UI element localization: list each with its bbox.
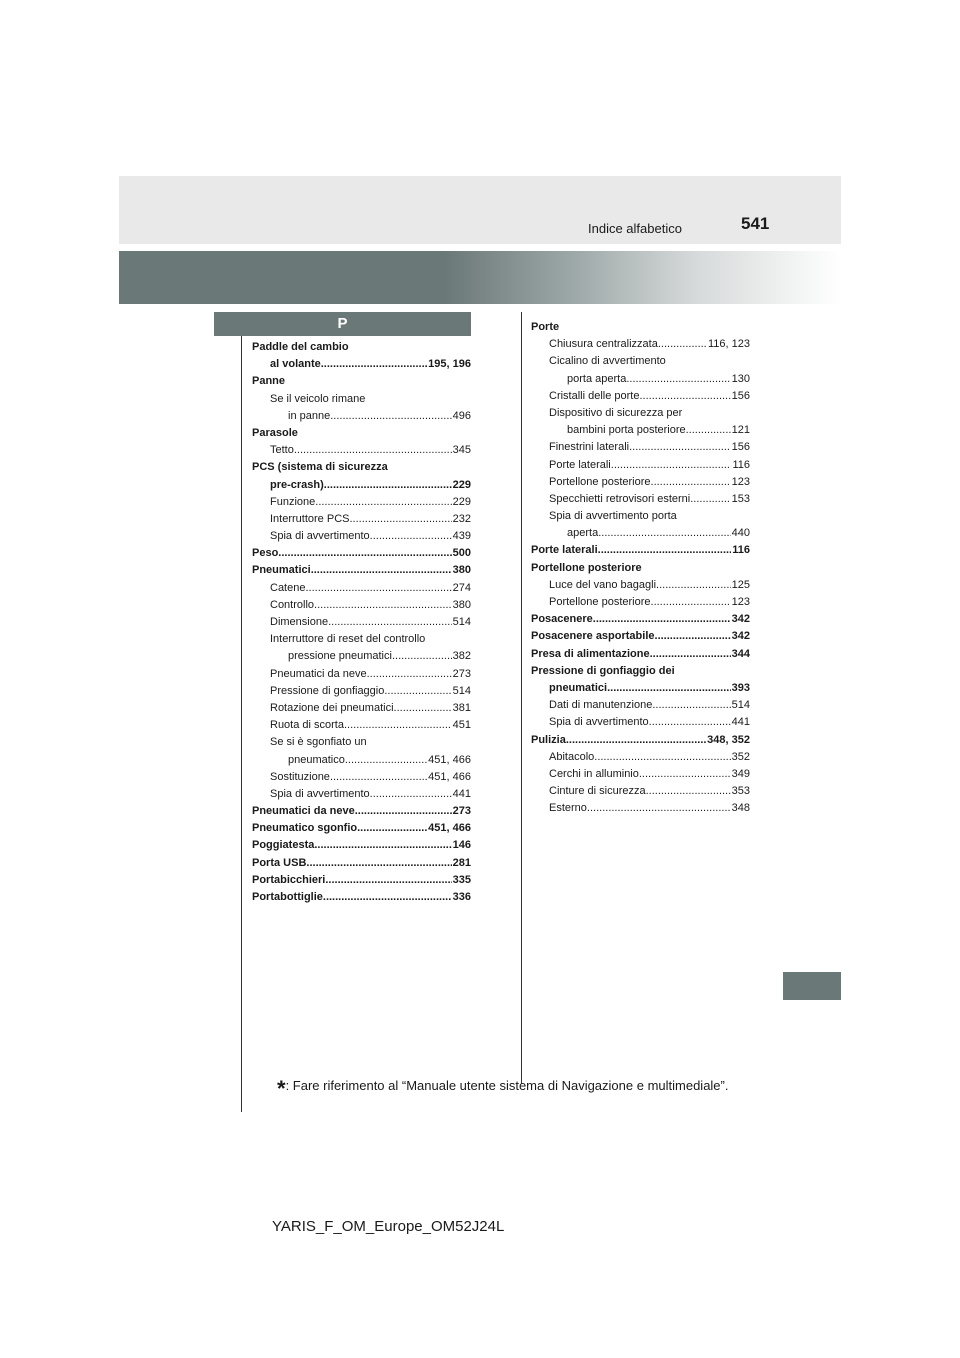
index-entry-page: 116, 123 xyxy=(707,338,750,351)
index-entry-page: 380 xyxy=(452,564,471,577)
index-entry-page: 342 xyxy=(731,613,750,626)
dot-leader xyxy=(598,542,732,559)
dot-leader xyxy=(357,820,427,837)
index-entry-page: 335 xyxy=(452,873,471,886)
header-bar xyxy=(119,176,841,244)
index-entry-page: 500 xyxy=(452,547,471,560)
index-entry-term: Portellone posteriore xyxy=(531,561,642,574)
index-entry xyxy=(531,611,750,628)
index-entry-page: 342 xyxy=(731,630,750,643)
index-entry-page: 441 xyxy=(452,787,471,800)
index-entry xyxy=(531,388,750,405)
dot-leader xyxy=(370,786,452,803)
footnote xyxy=(277,1076,728,1102)
dot-leader xyxy=(278,545,451,562)
index-entry xyxy=(252,820,471,837)
index-entry-term: pre-crash) xyxy=(270,478,324,491)
index-entry-page: 496 xyxy=(452,409,471,422)
dot-leader xyxy=(566,732,706,749)
dot-leader xyxy=(294,442,452,459)
index-entry-page: 281 xyxy=(452,856,471,869)
index-entry-term: Cinture di sicurezza xyxy=(549,785,646,798)
index-entry-term: Pulizia xyxy=(531,733,566,746)
dot-leader xyxy=(324,477,452,494)
dot-leader xyxy=(323,889,452,906)
dot-leader xyxy=(344,717,452,734)
dot-leader xyxy=(314,837,451,854)
index-entry xyxy=(531,319,750,336)
index-entry xyxy=(531,766,750,783)
index-entry xyxy=(252,752,471,769)
index-entry-page: 274 xyxy=(452,581,471,594)
index-entry-page: 345 xyxy=(452,444,471,457)
index-entry-term: Cristalli delle porte xyxy=(549,389,640,402)
index-entry xyxy=(252,597,471,614)
index-entry-page: 381 xyxy=(452,701,471,714)
index-entry-term: Dati di manutenzione xyxy=(549,699,653,712)
dot-leader xyxy=(305,580,451,597)
index-entry-page: 440 xyxy=(731,527,750,540)
index-entry-page: 380 xyxy=(452,598,471,611)
dot-leader xyxy=(349,511,451,528)
footnote-star: * xyxy=(277,1076,286,1101)
index-entry xyxy=(252,614,471,631)
dot-leader xyxy=(629,439,731,456)
index-entry-page: 514 xyxy=(731,699,750,712)
index-entry-term: Esterno xyxy=(549,802,587,815)
index-entry-page: 349 xyxy=(731,767,750,780)
index-entry-term: Dimensione xyxy=(270,616,329,628)
index-entry-term: Dispositivo di sicurezza per xyxy=(549,406,683,419)
index-entry-term: Catene xyxy=(270,581,306,594)
index-entry-term: PCS (sistema di sicurezza xyxy=(252,461,388,474)
index-entry-term: Chiusura centralizzata xyxy=(549,338,658,351)
index-entry-page: 232 xyxy=(452,512,471,525)
index-entry-page: 153 xyxy=(731,492,750,505)
index-entry xyxy=(531,594,750,611)
index-entry xyxy=(252,717,471,734)
index-entry-page: 393 xyxy=(731,681,750,694)
index-entry-term: Luce del vano bagagli xyxy=(549,578,657,591)
index-entry-term: pneumatici xyxy=(549,681,608,694)
dot-leader xyxy=(345,752,427,769)
index-entry xyxy=(252,339,471,356)
index-entry xyxy=(252,803,471,820)
index-entry-page: 451, 466 xyxy=(428,753,471,766)
index-entry-term: Interruttore di reset del controllo xyxy=(270,633,426,646)
index-entry-term: Porta USB xyxy=(252,856,307,869)
index-entry-page: 125 xyxy=(731,578,750,591)
index-entry xyxy=(531,732,750,749)
index-entry-term: Interruttore PCS xyxy=(270,512,350,525)
index-entry xyxy=(531,439,750,456)
index-entry-term: Spia di avvertimento porta xyxy=(549,510,677,523)
index-entry xyxy=(531,405,750,422)
index-entry-page: 146 xyxy=(452,839,471,852)
index-entry xyxy=(531,457,750,474)
index-entry-term: Parasole xyxy=(252,426,298,439)
dot-leader xyxy=(392,648,452,665)
dot-leader xyxy=(690,491,730,508)
index-entry-term: pressione pneumatici xyxy=(288,650,392,663)
index-entry-page: 451 xyxy=(452,719,471,732)
index-entry xyxy=(252,477,471,494)
index-entry xyxy=(531,697,750,714)
index-entry-page: 123 xyxy=(731,596,750,608)
index-entry-term: Se il veicolo rimane xyxy=(270,392,366,405)
chapter-thumb-tab xyxy=(783,972,841,1000)
index-entry xyxy=(252,734,471,751)
dot-leader xyxy=(330,769,427,786)
index-entry-term: Abitacolo xyxy=(549,750,595,763)
index-entry-page: 382 xyxy=(452,650,471,663)
index-entry-term: Cicalino di avvertimento xyxy=(549,355,666,368)
index-entry xyxy=(252,872,471,889)
dot-leader xyxy=(646,783,731,800)
index-entry xyxy=(531,680,750,697)
index-entry xyxy=(252,494,471,511)
index-entry-page: 344 xyxy=(731,647,750,660)
index-entry xyxy=(531,353,750,370)
index-column-right xyxy=(531,319,750,817)
index-entry-page: 229 xyxy=(452,495,471,508)
index-entry-page: 514 xyxy=(452,616,471,628)
index-entry-term: Sostituzione xyxy=(270,770,330,783)
index-entry-term: Spia di avvertimento xyxy=(270,530,370,543)
index-entry-term: pneumatico xyxy=(288,753,345,766)
dot-leader xyxy=(658,336,707,353)
index-entry-page: 441 xyxy=(731,716,750,729)
index-entry-page: 156 xyxy=(731,389,750,402)
index-entry xyxy=(252,425,471,442)
dot-leader xyxy=(325,872,451,889)
index-entry-page: 116 xyxy=(732,458,750,471)
index-entry xyxy=(252,562,471,579)
index-entry-page: 156 xyxy=(731,441,750,454)
dot-leader xyxy=(655,628,731,645)
dot-leader xyxy=(626,371,730,388)
index-column-left xyxy=(252,339,471,906)
dot-leader xyxy=(311,562,452,579)
dot-leader xyxy=(651,474,731,491)
index-entry-term: Pneumatici da neve xyxy=(270,667,367,680)
index-entry xyxy=(252,648,471,665)
index-entry-term: porta aperta xyxy=(567,372,627,385)
index-entry-page: 336 xyxy=(452,891,471,903)
index-letter-heading: P xyxy=(214,312,471,336)
index-entry-term: Pneumatici xyxy=(252,564,311,577)
index-entry xyxy=(531,628,750,645)
dot-leader xyxy=(315,494,451,511)
index-entry-page: 514 xyxy=(452,684,471,697)
dot-leader xyxy=(651,594,731,611)
index-entry xyxy=(531,491,750,508)
index-entry-page: 352 xyxy=(731,750,750,763)
index-entry-page: 353 xyxy=(731,785,750,798)
index-entry xyxy=(531,422,750,439)
index-entry xyxy=(531,749,750,766)
index-entry xyxy=(252,837,471,854)
index-entry-term: Spia di avvertimento xyxy=(549,716,649,729)
index-entry xyxy=(531,714,750,731)
index-entry xyxy=(252,855,471,872)
index-entry-page: 130 xyxy=(731,372,750,385)
index-entry-term: Porte laterali xyxy=(549,458,611,471)
index-entry xyxy=(252,528,471,545)
index-entry xyxy=(531,474,750,491)
dot-leader xyxy=(686,422,731,439)
document-id: YARIS_F_OM_Europe_OM52J24L xyxy=(272,1218,505,1235)
index-entry-term: Portabottiglie xyxy=(252,891,323,903)
index-entry xyxy=(252,631,471,648)
index-entry xyxy=(252,889,471,906)
dot-leader xyxy=(649,714,731,731)
decorative-gradient-band xyxy=(119,251,841,304)
left-column-rule xyxy=(241,336,242,1112)
index-entry xyxy=(252,545,471,562)
index-entry xyxy=(252,442,471,459)
index-entry xyxy=(531,663,750,680)
index-entry xyxy=(252,356,471,373)
index-entry-term: in panne xyxy=(288,409,331,422)
dot-leader xyxy=(598,525,730,542)
index-entry-term: Pneumatici da neve xyxy=(252,805,355,818)
index-entry-term: Pneumatico sgonfio xyxy=(252,822,358,835)
index-entry-term: bambini porta posteriore xyxy=(567,424,686,437)
dot-leader xyxy=(394,700,452,717)
index-entry-term: Panne xyxy=(252,375,286,388)
index-entry-term: Cerchi in alluminio xyxy=(549,767,639,780)
index-entry xyxy=(531,371,750,388)
index-entry-term: Pressione di gonfiaggio xyxy=(270,684,385,697)
column-divider xyxy=(521,312,522,1084)
dot-leader xyxy=(384,683,451,700)
index-entry xyxy=(531,783,750,800)
index-entry xyxy=(531,336,750,353)
index-entry xyxy=(531,800,750,817)
index-entry xyxy=(252,511,471,528)
footnote-text: : Fare riferimento al “Manuale utente sistema di Navigazione e multimediale”. xyxy=(285,1078,729,1093)
index-entry-term: Rotazione dei pneumatici xyxy=(270,701,394,714)
dot-leader xyxy=(587,800,731,817)
dot-leader xyxy=(652,697,730,714)
index-entry-page: 273 xyxy=(452,805,471,818)
dot-leader xyxy=(639,388,730,405)
index-entry xyxy=(252,580,471,597)
section-title: Indice alfabetico xyxy=(588,221,682,236)
index-entry-term: Paddle del cambio xyxy=(252,341,349,353)
index-entry-page: 348 xyxy=(731,802,750,815)
dot-leader xyxy=(607,680,731,697)
index-entry xyxy=(531,525,750,542)
dot-leader xyxy=(370,528,452,545)
index-entry-page: 273 xyxy=(452,667,471,680)
index-entry xyxy=(252,666,471,683)
index-entry-term: Portellone posteriore xyxy=(549,475,651,488)
index-entry-page: 348, 352 xyxy=(707,733,750,746)
index-entry-term: Specchietti retrovisori esterni xyxy=(549,492,691,505)
index-entry-term: Pressione di gonfiaggio dei xyxy=(531,664,675,677)
index-entry xyxy=(252,769,471,786)
dot-leader xyxy=(355,803,452,820)
dot-leader xyxy=(656,577,731,594)
dot-leader xyxy=(314,597,452,614)
index-entry-term: Presa di alimentazione xyxy=(531,647,650,660)
index-entry xyxy=(531,646,750,663)
index-entry-term: Portabicchieri xyxy=(252,873,326,886)
dot-leader xyxy=(611,457,732,474)
index-entry-term: Funzione xyxy=(270,495,316,508)
index-entry xyxy=(531,577,750,594)
index-entry-term: al volante xyxy=(270,358,321,371)
dot-leader xyxy=(330,408,451,425)
index-entry xyxy=(252,408,471,425)
dot-leader xyxy=(328,614,452,631)
index-entry xyxy=(252,391,471,408)
index-entry-term: Se si è sgonfiato un xyxy=(270,736,367,749)
index-entry-term: Porte laterali xyxy=(531,544,598,557)
dot-leader xyxy=(639,766,731,783)
dot-leader xyxy=(367,666,452,683)
index-entry-page: 123 xyxy=(731,475,750,488)
index-entry xyxy=(531,508,750,525)
index-entry-term: Portellone posteriore xyxy=(549,596,651,608)
index-entry-term: Tetto xyxy=(270,444,294,457)
index-entry-term: Finestrini laterali xyxy=(549,441,630,454)
index-entry-term: aperta xyxy=(567,527,599,540)
index-entry-term: Poggiatesta xyxy=(252,839,315,852)
index-entry-term: Posacenere asportabile xyxy=(531,630,655,643)
page-number: 541 xyxy=(741,214,770,233)
dot-leader xyxy=(650,646,731,663)
dot-leader xyxy=(321,356,427,373)
index-entry xyxy=(252,459,471,476)
dot-leader xyxy=(593,611,731,628)
index-entry-page: 229 xyxy=(452,478,471,491)
index-entry-term: Porte xyxy=(531,321,560,333)
index-entry xyxy=(252,373,471,390)
index-entry xyxy=(252,786,471,803)
index-entry-term: Spia di avvertimento xyxy=(270,787,370,800)
index-entry-page: 451, 466 xyxy=(428,770,471,783)
index-entry-page: 451, 466 xyxy=(428,822,471,835)
index-entry-page: 121 xyxy=(731,424,750,437)
index-entry xyxy=(252,683,471,700)
index-entry xyxy=(531,542,750,559)
index-entry xyxy=(531,560,750,577)
index-entry-term: Ruota di scorta xyxy=(270,719,344,732)
index-entry xyxy=(252,700,471,717)
index-entry-page: 439 xyxy=(452,530,471,543)
index-entry-term: Controllo xyxy=(270,598,315,611)
dot-leader xyxy=(306,855,451,872)
dot-leader xyxy=(594,749,730,766)
index-entry-term: Peso xyxy=(252,547,279,560)
index-entry-term: Posacenere xyxy=(531,613,593,626)
index-entry-page: 116 xyxy=(732,544,750,557)
index-entry-page: 195, 196 xyxy=(428,358,471,371)
